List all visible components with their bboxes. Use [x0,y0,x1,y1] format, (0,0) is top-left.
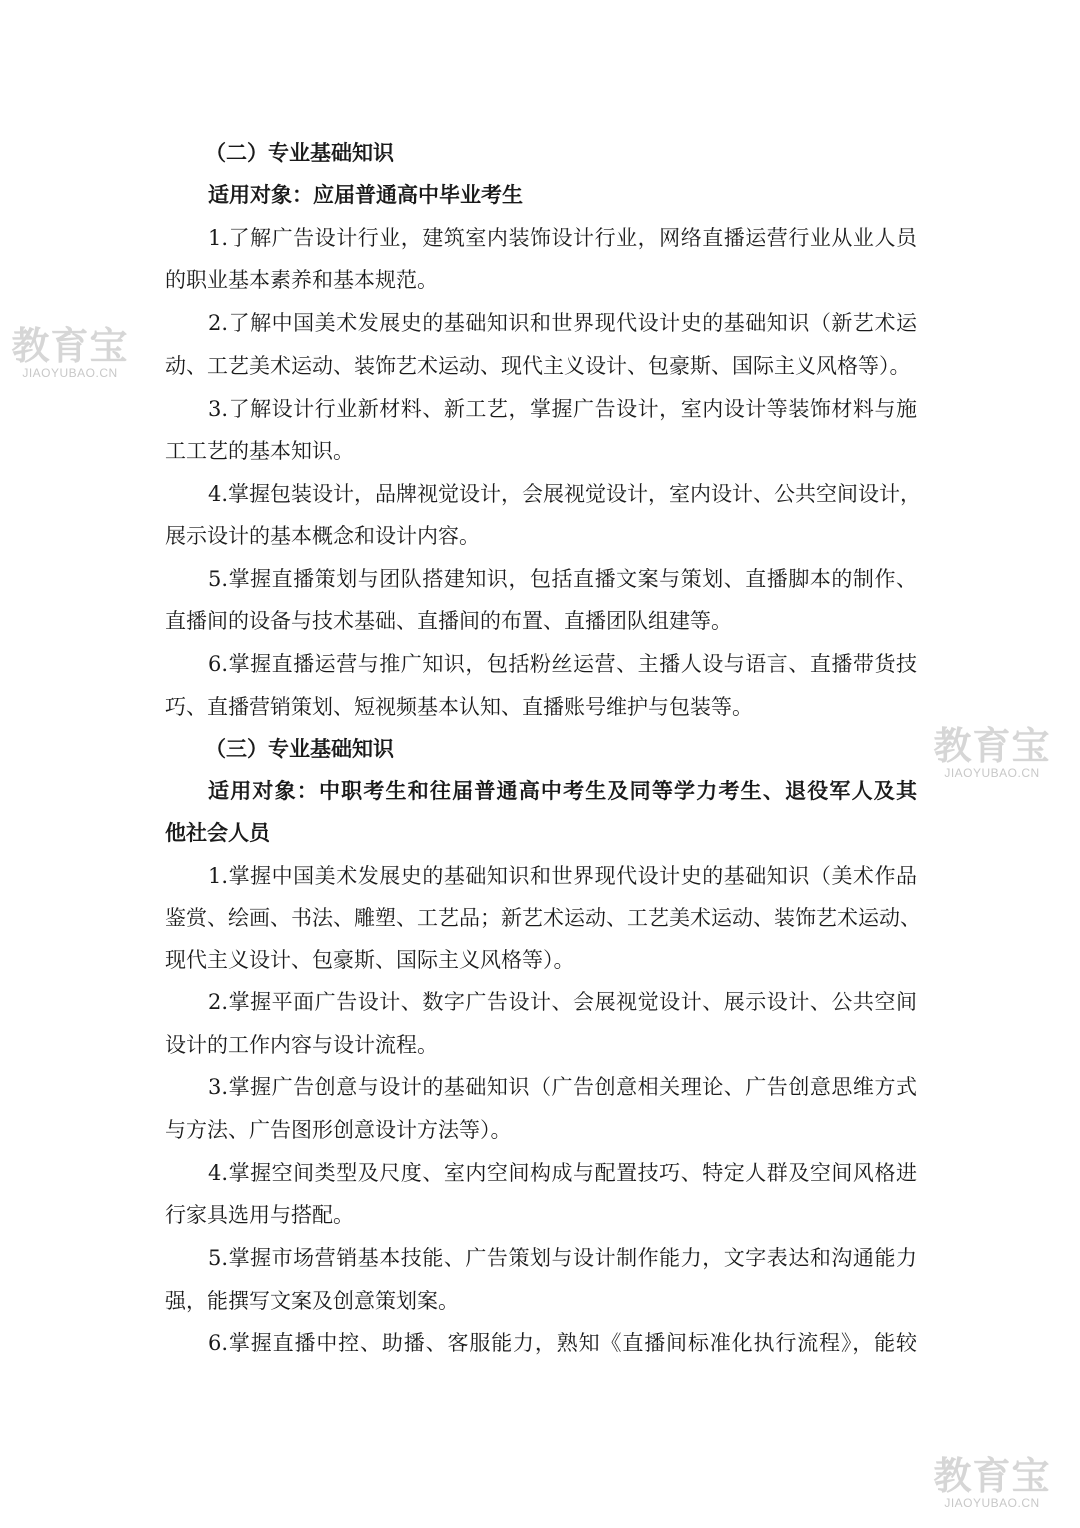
paragraph-line: 设计的工作内容与设计流程。 [165,1033,438,1057]
paragraph-line: 现代主义设计、包豪斯、国际主义风格等）。 [165,948,575,972]
paragraph-line: 鉴赏、绘画、书法、雕塑、工艺品；新艺术运动、工艺美术运动、装饰艺术运动、 [165,906,921,930]
watermark-en: JIAOYUBAO.CN [944,766,1040,780]
target-audience: 适用对象：中职考生和往届普通高中考生及同等学力考生、退役军人及其 [208,779,917,803]
paragraph-line: 工工艺的基本知识。 [165,439,354,463]
watermark-en: JIAOYUBAO.CN [944,1496,1040,1510]
paragraph-line: 强，能撰写文案及创意策划案。 [165,1289,459,1313]
watermark-logo [0,326,140,380]
watermark-logo [922,726,1062,780]
watermark-cn: 教育宝 [933,724,1051,768]
paragraph-line: 1.掌握中国美术发展史的基础知识和世界现代设计史的基础知识（美术作品 [208,864,917,888]
paragraph-line: 3.了解设计行业新材料、新工艺，掌握广告设计，室内设计等装饰材料与施 [208,397,917,421]
paragraph-line: 6.掌握直播中控、助播、客服能力，熟知《直播间标准化执行流程》，能较 [208,1331,917,1355]
paragraph-line: 4.掌握包装设计，品牌视觉设计，会展视觉设计，室内设计、公共空间设计， [208,482,922,506]
paragraph-line: 直播间的设备与技术基础、直播间的布置、直播团队组建等。 [165,609,732,633]
paragraph-line: 1.了解广告设计行业，建筑室内装饰设计行业，网络直播运营行业从业人员 [208,226,917,250]
watermark-cn: 教育宝 [933,1454,1051,1498]
paragraph-line: 展示设计的基本概念和设计内容。 [165,524,480,548]
paragraph-line: 5.掌握直播策划与团队搭建知识，包括直播文案与策划、直播脚本的制作、 [208,567,917,591]
paragraph-line: 2.了解中国美术发展史的基础知识和世界现代设计史的基础知识（新艺术运 [208,311,917,335]
paragraph-line: 3.掌握广告创意与设计的基础知识（广告创意相关理论、广告创意思维方式 [208,1075,917,1099]
target-audience: 适用对象：应届普通高中毕业考生 [208,183,523,207]
paragraph-line: 行家具选用与搭配。 [165,1203,354,1227]
paragraph-line: 动、工艺美术运动、装饰艺术运动、现代主义设计、包豪斯、国际主义风格等）。 [165,354,911,378]
paragraph-line: 与方法、广告图形创意设计方法等）。 [165,1118,512,1142]
target-audience: 他社会人员 [165,821,270,845]
watermark-cn: 教育宝 [11,324,129,368]
paragraph-line: 巧、直播营销策划、短视频基本认知、直播账号维护与包装等。 [165,695,753,719]
paragraph-line: 4.掌握空间类型及尺度、室内空间构成与配置技巧、特定人群及空间风格进 [208,1161,917,1185]
section-heading: （二）专业基础知识 [205,141,394,165]
paragraph-line: 5.掌握市场营销基本技能、广告策划与设计制作能力，文字表达和沟通能力 [208,1246,917,1270]
paragraph-line: 6.掌握直播运营与推广知识，包括粉丝运营、主播人设与语言、直播带货技 [208,652,917,676]
paragraph-line: 的职业基本素养和基本规范。 [165,268,438,292]
watermark-en: JIAOYUBAO.CN [22,366,118,380]
paragraph-line: 2.掌握平面广告设计、数字广告设计、会展视觉设计、展示设计、公共空间 [208,990,917,1014]
watermark-logo [922,1456,1062,1510]
section-heading: （三）专业基础知识 [205,737,394,761]
